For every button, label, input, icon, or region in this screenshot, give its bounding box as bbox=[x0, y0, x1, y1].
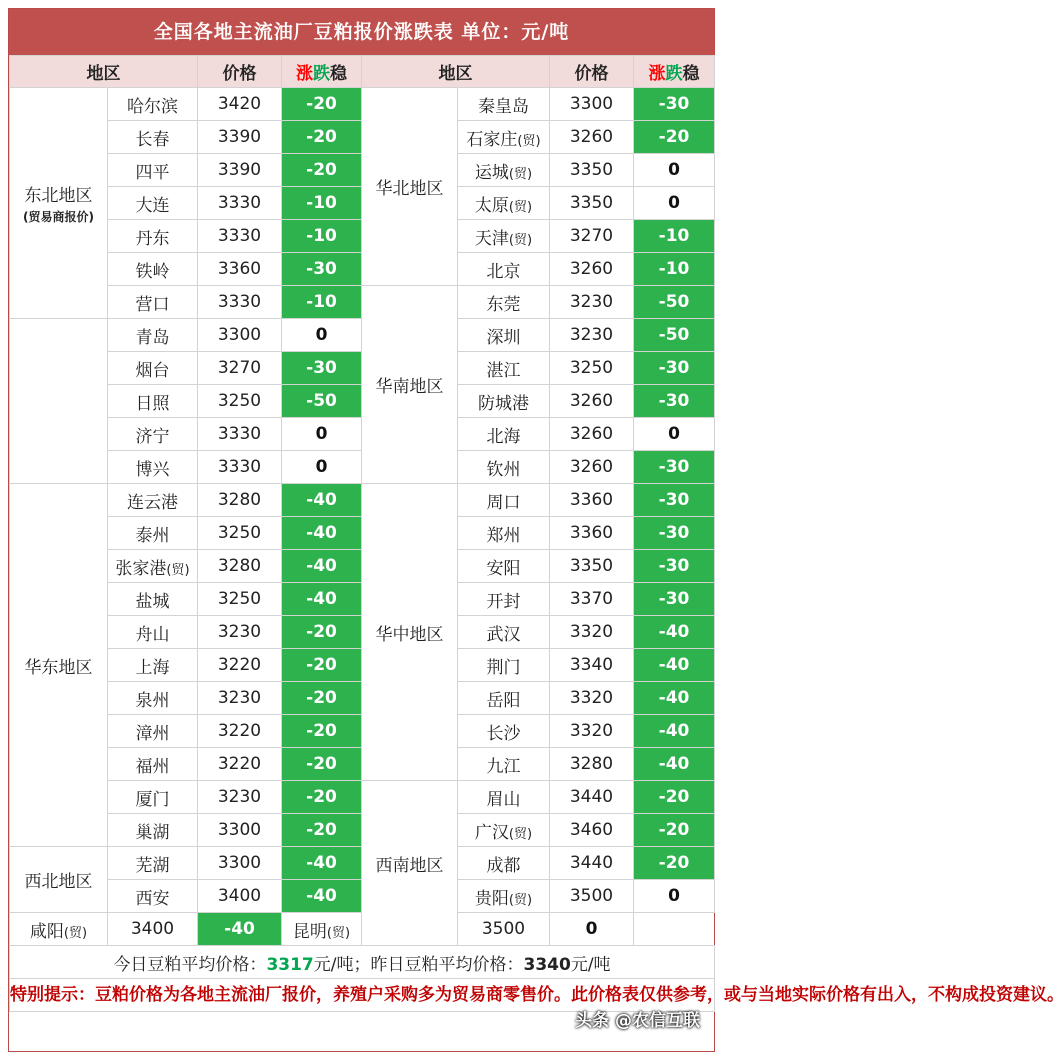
left-change-cell: -20 bbox=[282, 616, 362, 649]
city-name: 贵阳 bbox=[474, 888, 509, 909]
left-change-cell: -10 bbox=[282, 286, 362, 319]
left-city-cell bbox=[108, 187, 198, 220]
trade-marker: (贸) bbox=[63, 925, 88, 941]
header-change-left bbox=[282, 56, 362, 88]
region-name: 西南地区 bbox=[375, 855, 444, 876]
city-name: 哈尔滨 bbox=[127, 96, 178, 117]
left-change-cell: -10 bbox=[282, 187, 362, 220]
left-price-cell: 3250 bbox=[198, 517, 282, 550]
left-price-cell: 3330 bbox=[198, 451, 282, 484]
header-price-right: 价格 bbox=[550, 56, 634, 88]
left-change-cell: -10 bbox=[282, 220, 362, 253]
left-change-cell: -20 bbox=[282, 649, 362, 682]
region-name: 华中地区 bbox=[375, 624, 444, 645]
header-region-left: 地区 bbox=[10, 56, 198, 88]
right-city-cell bbox=[458, 220, 550, 253]
header-flat: 稳 bbox=[682, 64, 700, 84]
header-change-right bbox=[634, 56, 715, 88]
right-city-cell bbox=[458, 121, 550, 154]
city-name: 厦门 bbox=[135, 789, 170, 810]
left-change-cell: -40 bbox=[282, 847, 362, 880]
price-table bbox=[9, 55, 1064, 1012]
left-change-cell: -20 bbox=[282, 682, 362, 715]
right-price-cell: 3460 bbox=[550, 814, 634, 847]
left-price-cell: 3230 bbox=[198, 616, 282, 649]
average-row bbox=[10, 946, 715, 979]
right-city-cell bbox=[458, 385, 550, 418]
right-city-cell bbox=[458, 319, 550, 352]
left-price-cell: 3300 bbox=[198, 814, 282, 847]
right-city-cell bbox=[458, 715, 550, 748]
city-name: 上海 bbox=[135, 657, 170, 678]
left-change-cell: -20 bbox=[282, 814, 362, 847]
right-change-cell: -30 bbox=[634, 583, 715, 616]
header-fall: 跌 bbox=[313, 64, 330, 84]
region-name: 华北地区 bbox=[375, 179, 444, 199]
city-name: 秦皇岛 bbox=[478, 96, 529, 117]
left-change-cell: -40 bbox=[282, 517, 362, 550]
city-name: 运城 bbox=[474, 162, 509, 183]
left-change-cell: -50 bbox=[282, 385, 362, 418]
today-avg-value: 3317 bbox=[266, 954, 314, 975]
left-change-cell: -20 bbox=[282, 748, 362, 781]
right-city-cell bbox=[458, 187, 550, 220]
city-name: 北京 bbox=[486, 261, 521, 282]
table-row bbox=[10, 286, 715, 319]
city-name: 漳州 bbox=[135, 723, 170, 744]
city-name: 荆门 bbox=[486, 657, 521, 678]
left-price-cell: 3220 bbox=[198, 748, 282, 781]
left-city-cell bbox=[108, 385, 198, 418]
city-name: 盐城 bbox=[135, 591, 170, 612]
right-price-cell: 3500 bbox=[550, 880, 634, 913]
note-label: 特别提示： bbox=[10, 984, 95, 1005]
city-name: 深圳 bbox=[486, 327, 521, 348]
right-price-cell: 3350 bbox=[550, 187, 634, 220]
left-change-cell: 0 bbox=[282, 418, 362, 451]
table-row bbox=[10, 484, 715, 517]
left-change-cell: -30 bbox=[282, 352, 362, 385]
trade-marker: (贸) bbox=[508, 232, 533, 248]
right-region-cell bbox=[362, 286, 458, 484]
city-name: 咸阳 bbox=[29, 921, 64, 942]
right-price-cell: 3300 bbox=[550, 88, 634, 121]
right-city-cell bbox=[458, 484, 550, 517]
left-change-cell: 0 bbox=[282, 451, 362, 484]
city-name: 昆明 bbox=[292, 921, 327, 942]
left-price-cell: 3280 bbox=[198, 550, 282, 583]
right-change-cell: -30 bbox=[634, 484, 715, 517]
right-price-cell: 3360 bbox=[550, 484, 634, 517]
right-change-cell: -40 bbox=[634, 649, 715, 682]
trade-marker: (贸) bbox=[508, 199, 533, 215]
right-change-cell: -30 bbox=[634, 550, 715, 583]
city-name: 舟山 bbox=[135, 624, 170, 645]
left-change-cell: -40 bbox=[198, 913, 282, 946]
city-name: 湛江 bbox=[486, 360, 521, 381]
left-city-cell bbox=[108, 517, 198, 550]
right-price-cell: 3260 bbox=[550, 451, 634, 484]
left-price-cell: 3280 bbox=[198, 484, 282, 517]
right-price-cell: 3370 bbox=[550, 583, 634, 616]
right-region-cell bbox=[362, 88, 458, 286]
city-name: 成都 bbox=[486, 855, 521, 876]
left-city-cell bbox=[108, 880, 198, 913]
right-city-cell bbox=[458, 616, 550, 649]
right-price-cell: 3270 bbox=[550, 220, 634, 253]
city-name: 长沙 bbox=[486, 723, 521, 744]
right-city-cell bbox=[458, 781, 550, 814]
city-name: 北海 bbox=[486, 426, 521, 447]
today-avg-label: 今日豆粕平均价格： bbox=[113, 954, 267, 975]
city-name: 四平 bbox=[135, 162, 170, 183]
left-change-cell: -40 bbox=[282, 880, 362, 913]
left-region-cell bbox=[10, 88, 108, 319]
trade-marker: (贸) bbox=[166, 562, 190, 578]
left-price-cell: 3250 bbox=[198, 583, 282, 616]
right-region-cell bbox=[362, 484, 458, 781]
left-city-cell bbox=[108, 154, 198, 187]
region-name: 西北地区 bbox=[24, 872, 93, 892]
left-city-cell bbox=[108, 319, 198, 352]
city-name: 济宁 bbox=[135, 426, 170, 447]
left-city-cell bbox=[108, 418, 198, 451]
left-city-cell bbox=[108, 484, 198, 517]
table-row bbox=[10, 781, 715, 814]
left-price-cell: 3270 bbox=[198, 352, 282, 385]
right-price-cell: 3320 bbox=[550, 682, 634, 715]
right-city-cell bbox=[458, 847, 550, 880]
left-change-cell: -20 bbox=[282, 781, 362, 814]
right-change-cell: -40 bbox=[634, 748, 715, 781]
header-price-left: 价格 bbox=[198, 56, 282, 88]
left-change-cell: 0 bbox=[282, 319, 362, 352]
left-city-cell bbox=[108, 88, 198, 121]
city-name: 武汉 bbox=[486, 624, 521, 645]
left-price-cell: 3230 bbox=[198, 682, 282, 715]
left-city-cell bbox=[108, 352, 198, 385]
city-name: 烟台 bbox=[135, 360, 170, 381]
right-change-cell: -20 bbox=[634, 781, 715, 814]
right-change-cell: -20 bbox=[634, 847, 715, 880]
left-price-cell: 3400 bbox=[108, 913, 198, 946]
left-price-cell: 3360 bbox=[198, 253, 282, 286]
city-name: 岳阳 bbox=[486, 690, 521, 711]
left-change-cell: -20 bbox=[282, 121, 362, 154]
city-name: 博兴 bbox=[135, 459, 170, 480]
right-change-cell: -10 bbox=[634, 253, 715, 286]
right-change-cell: 0 bbox=[634, 418, 715, 451]
left-city-cell bbox=[108, 220, 198, 253]
right-price-cell: 3320 bbox=[550, 616, 634, 649]
right-city-cell bbox=[458, 880, 550, 913]
right-change-cell: 0 bbox=[634, 187, 715, 220]
today-avg-unit: 元/吨； bbox=[313, 954, 371, 975]
left-change-cell: -30 bbox=[282, 253, 362, 286]
left-city-cell bbox=[108, 814, 198, 847]
right-change-cell: -40 bbox=[634, 715, 715, 748]
right-price-cell: 3350 bbox=[550, 154, 634, 187]
right-change-cell: -30 bbox=[634, 517, 715, 550]
city-name: 西安 bbox=[135, 888, 170, 909]
left-city-cell bbox=[108, 583, 198, 616]
right-city-cell bbox=[458, 451, 550, 484]
right-price-cell: 3230 bbox=[550, 319, 634, 352]
right-price-cell: 3360 bbox=[550, 517, 634, 550]
right-price-cell: 3230 bbox=[550, 286, 634, 319]
right-price-cell: 3340 bbox=[550, 649, 634, 682]
left-city-cell bbox=[108, 748, 198, 781]
header-region-right: 地区 bbox=[362, 56, 550, 88]
left-city-cell bbox=[108, 121, 198, 154]
city-name: 安阳 bbox=[486, 558, 521, 579]
left-price-cell: 3300 bbox=[198, 319, 282, 352]
table-body bbox=[10, 88, 715, 946]
left-city-cell bbox=[108, 253, 198, 286]
right-change-cell: -30 bbox=[634, 352, 715, 385]
left-city-cell bbox=[108, 847, 198, 880]
right-region-cell bbox=[362, 781, 458, 946]
right-price-cell: 3280 bbox=[550, 748, 634, 781]
right-change-cell: -50 bbox=[634, 286, 715, 319]
table-header-row bbox=[10, 56, 715, 88]
header-flat: 稳 bbox=[330, 64, 347, 84]
right-price-cell: 3320 bbox=[550, 715, 634, 748]
yesterday-avg-unit: 元/吨 bbox=[570, 954, 611, 975]
right-change-cell: -30 bbox=[634, 451, 715, 484]
right-city-cell bbox=[458, 583, 550, 616]
region-name: 东北地区 bbox=[24, 186, 93, 206]
city-name: 石家庄 bbox=[466, 129, 518, 150]
left-price-cell: 3250 bbox=[198, 385, 282, 418]
left-price-cell: 3420 bbox=[198, 88, 282, 121]
left-city-cell bbox=[108, 649, 198, 682]
average-cell bbox=[10, 946, 715, 979]
city-name: 郑州 bbox=[486, 525, 521, 546]
right-price-cell: 3260 bbox=[550, 418, 634, 451]
right-city-cell bbox=[458, 550, 550, 583]
region-name: 华东地区 bbox=[24, 657, 93, 678]
left-city-cell bbox=[108, 550, 198, 583]
right-city-cell bbox=[458, 517, 550, 550]
left-price-cell: 3220 bbox=[198, 715, 282, 748]
left-city-cell bbox=[108, 781, 198, 814]
left-change-cell: -40 bbox=[282, 484, 362, 517]
header-rise: 涨 bbox=[296, 64, 313, 84]
right-city-cell bbox=[458, 154, 550, 187]
right-change-cell: -40 bbox=[634, 682, 715, 715]
city-name: 泰州 bbox=[135, 525, 170, 546]
right-city-cell bbox=[458, 748, 550, 781]
right-change-cell: -50 bbox=[634, 319, 715, 352]
city-name: 铁岭 bbox=[135, 261, 170, 282]
city-name: 芜湖 bbox=[135, 855, 170, 876]
left-price-cell: 3220 bbox=[198, 649, 282, 682]
right-change-cell: -30 bbox=[634, 88, 715, 121]
right-change-cell: 0 bbox=[634, 154, 715, 187]
left-price-cell: 3230 bbox=[198, 781, 282, 814]
right-change-cell: 0 bbox=[634, 880, 715, 913]
note-text: 豆粕价格为各地主流油厂报价，养殖户采购多为贸易商零售价。此价格表仅供参考，或与当地实际价格有出入，不构成投资建议。 bbox=[95, 984, 1064, 1005]
region-note: (贸易商报价) bbox=[23, 210, 94, 224]
right-change-cell: -20 bbox=[634, 121, 715, 154]
left-price-cell: 3330 bbox=[198, 286, 282, 319]
city-name: 眉山 bbox=[486, 789, 521, 810]
right-price-cell: 3440 bbox=[550, 847, 634, 880]
right-city-cell bbox=[458, 418, 550, 451]
right-price-cell: 3260 bbox=[550, 121, 634, 154]
right-city-cell bbox=[458, 352, 550, 385]
city-name: 周口 bbox=[486, 492, 521, 513]
left-price-cell: 3400 bbox=[198, 880, 282, 913]
left-price-cell: 3390 bbox=[198, 121, 282, 154]
left-region-cell bbox=[10, 319, 108, 484]
left-city-cell bbox=[108, 616, 198, 649]
city-name: 天津 bbox=[474, 228, 509, 249]
city-name: 张家港 bbox=[115, 558, 167, 579]
right-price-cell: 3250 bbox=[550, 352, 634, 385]
right-change-cell: -30 bbox=[634, 385, 715, 418]
right-price-cell: 3260 bbox=[550, 385, 634, 418]
left-region-cell bbox=[10, 484, 108, 847]
city-name: 防城港 bbox=[478, 393, 529, 414]
trade-marker: (贸) bbox=[517, 133, 541, 149]
city-name: 丹东 bbox=[135, 228, 170, 249]
header-rise: 涨 bbox=[648, 64, 666, 84]
right-city-cell bbox=[458, 253, 550, 286]
trade-marker: (贸) bbox=[326, 925, 351, 941]
left-city-cell bbox=[108, 451, 198, 484]
header-fall: 跌 bbox=[665, 64, 683, 84]
trade-marker: (贸) bbox=[508, 166, 533, 182]
right-price-cell: 3350 bbox=[550, 550, 634, 583]
city-name: 营口 bbox=[135, 294, 170, 315]
left-change-cell: -40 bbox=[282, 550, 362, 583]
city-name: 日照 bbox=[135, 393, 170, 414]
right-price-cell: 3260 bbox=[550, 253, 634, 286]
trade-marker: (贸) bbox=[508, 892, 533, 908]
right-city-cell bbox=[282, 913, 362, 946]
table-title: 全国各地主流油厂豆粕报价涨跌表 单位：元/吨 bbox=[9, 9, 714, 55]
city-name: 巢湖 bbox=[135, 822, 170, 843]
right-change-cell: -20 bbox=[634, 814, 715, 847]
city-name: 青岛 bbox=[135, 327, 170, 348]
left-city-cell bbox=[10, 913, 108, 946]
city-name: 大连 bbox=[135, 195, 170, 216]
watermark: 头条 @农信互联 bbox=[575, 1011, 700, 1031]
left-change-cell: -20 bbox=[282, 88, 362, 121]
city-name: 广汉 bbox=[474, 822, 509, 843]
city-name: 东莞 bbox=[486, 294, 521, 315]
city-name: 长春 bbox=[135, 129, 170, 150]
left-price-cell: 3330 bbox=[198, 418, 282, 451]
city-name: 开封 bbox=[486, 591, 521, 612]
right-change-cell: -40 bbox=[634, 616, 715, 649]
city-name: 泉州 bbox=[135, 690, 170, 711]
left-city-cell bbox=[108, 286, 198, 319]
right-city-cell bbox=[458, 88, 550, 121]
left-city-cell bbox=[108, 682, 198, 715]
city-name: 钦州 bbox=[486, 459, 521, 480]
left-change-cell: -40 bbox=[282, 583, 362, 616]
left-change-cell: -20 bbox=[282, 715, 362, 748]
right-city-cell bbox=[458, 286, 550, 319]
left-price-cell: 3330 bbox=[198, 220, 282, 253]
right-price-cell: 3500 bbox=[458, 913, 550, 946]
region-name: 华南地区 bbox=[375, 377, 444, 397]
right-city-cell bbox=[458, 649, 550, 682]
trade-marker: (贸) bbox=[508, 826, 533, 842]
city-name: 九江 bbox=[486, 756, 521, 777]
yesterday-avg-label: 昨日豆粕平均价格： bbox=[370, 954, 524, 975]
city-name: 太原 bbox=[474, 195, 509, 216]
right-city-cell bbox=[458, 814, 550, 847]
left-price-cell: 3330 bbox=[198, 187, 282, 220]
left-change-cell: -20 bbox=[282, 154, 362, 187]
left-price-cell: 3300 bbox=[198, 847, 282, 880]
left-city-cell bbox=[108, 715, 198, 748]
left-price-cell: 3390 bbox=[198, 154, 282, 187]
table-row bbox=[10, 88, 715, 121]
city-name: 连云港 bbox=[127, 492, 178, 513]
right-city-cell bbox=[458, 682, 550, 715]
city-name: 福州 bbox=[135, 756, 170, 777]
right-change-cell: 0 bbox=[550, 913, 634, 946]
price-table-panel bbox=[8, 8, 1064, 1052]
right-price-cell: 3440 bbox=[550, 781, 634, 814]
yesterday-avg-value: 3340 bbox=[523, 954, 571, 975]
right-change-cell: -10 bbox=[634, 220, 715, 253]
left-region-cell bbox=[10, 847, 108, 913]
